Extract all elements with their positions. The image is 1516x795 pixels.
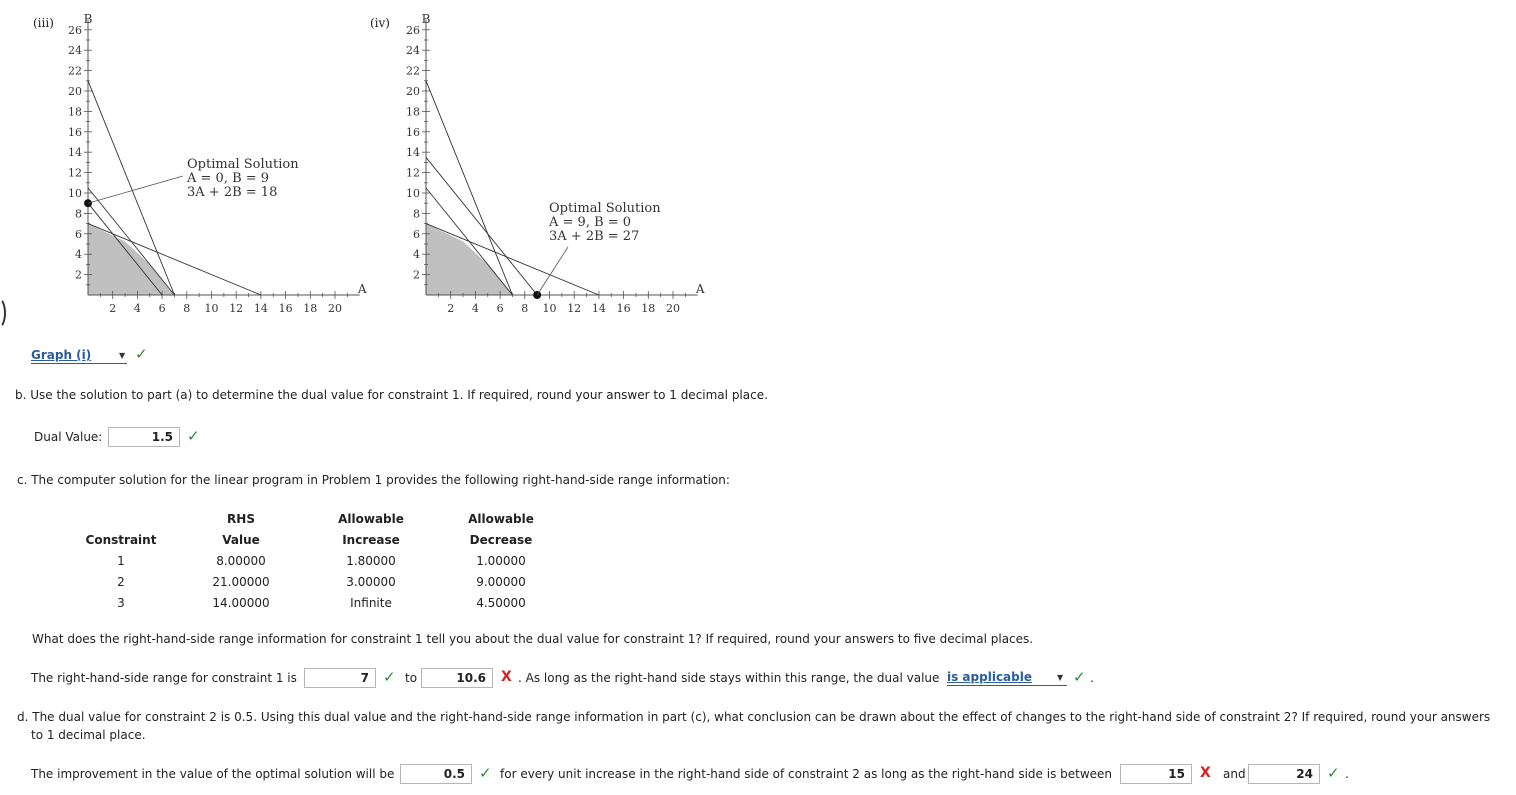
table-cell: 3 (117, 595, 125, 610)
table-header: Allowable (468, 511, 534, 526)
range-suffix-text: . As long as the right-hand side stays within this range, the dual value (518, 671, 940, 685)
graph-iii-label: (iii) (33, 16, 54, 30)
end-period: . (1345, 767, 1349, 781)
y-tick-label: 24 (406, 44, 420, 58)
x-tick-label: 2 (447, 302, 455, 315)
x-tick-label: 8 (183, 302, 191, 315)
check-icon: ✓ (383, 668, 396, 686)
feasible-region (426, 224, 512, 295)
y-tick-label: 24 (68, 44, 82, 58)
y-tick-label: 26 (406, 23, 420, 37)
y-tick-label: 22 (406, 64, 420, 78)
table-row (66, 550, 566, 571)
annotation-text: A = 0, B = 9 (187, 171, 270, 186)
x-tick-label: 18 (303, 302, 318, 315)
range-prefix-text: The right-hand-side range for constraint 1 is (31, 671, 297, 685)
x-tick-label: 8 (521, 302, 529, 315)
y-tick-label: 2 (75, 268, 82, 282)
y-tick-label: 20 (406, 85, 420, 98)
x-tick-label: 10 (542, 302, 557, 315)
table-header: Constraint (85, 532, 157, 547)
range-high-input-2[interactable]: 24 (1248, 764, 1320, 784)
y-tick-label: 22 (68, 64, 82, 78)
table-row (66, 592, 566, 613)
y-tick-label: 12 (68, 166, 82, 180)
x-tick-label: 14 (253, 302, 268, 315)
annotation-text: 3A + 2B = 18 (187, 185, 278, 200)
y-tick-label: 8 (75, 207, 82, 221)
table-header: RHS (227, 511, 255, 526)
cross-icon: X (501, 669, 512, 685)
y-tick-label: 16 (406, 125, 420, 139)
graph-iv-label: (iv) (370, 16, 390, 30)
y-tick-label: 14 (68, 146, 82, 160)
y-tick-label: 16 (68, 125, 82, 139)
y-tick-label: 10 (406, 187, 420, 200)
graph-iv (338, 0, 708, 320)
axis-label-a: A (695, 282, 705, 296)
range-high-input[interactable]: 10.6 (421, 668, 493, 688)
y-tick-label: 18 (406, 105, 420, 119)
annotation-text: Optimal Solution (549, 201, 661, 216)
chevron-down-icon: ▼ (1057, 673, 1064, 682)
table-header: Increase (342, 532, 400, 547)
feasible-region (88, 224, 174, 295)
y-tick-label: 2 (413, 268, 420, 282)
y-tick-label: 6 (413, 227, 420, 241)
table-cell: 1.80000 (346, 553, 396, 568)
axis-label-b: B (421, 12, 431, 26)
part-c-intro: c. The computer solution for the linear program in Problem 1 provides the following right-hand-side range information: (17, 473, 730, 487)
annotation-text: 3A + 2B = 27 (549, 229, 640, 244)
y-tick-label: 6 (75, 227, 82, 241)
table-header: Value (222, 532, 260, 547)
y-tick-label: 20 (68, 85, 82, 98)
table-cell: 21.00000 (212, 574, 270, 589)
y-tick-label: 12 (406, 166, 420, 180)
improve-value-input[interactable]: 0.5 (400, 764, 472, 784)
check-icon: ✓ (1327, 764, 1340, 782)
x-tick-label: 2 (109, 302, 117, 315)
table-cell: 9.00000 (476, 574, 526, 589)
check-icon: ✓ (1073, 668, 1086, 686)
table-cell: 3.00000 (346, 574, 396, 589)
x-tick-label: 20 (328, 302, 342, 315)
range-low-input[interactable]: 7 (304, 668, 376, 688)
table-cell: 4.50000 (476, 595, 526, 610)
table-cell: 2 (117, 574, 125, 589)
and-text: and (1223, 767, 1246, 781)
graph-select-value: Graph (i) (31, 348, 92, 362)
x-tick-label: 14 (591, 302, 606, 315)
y-tick-label: 4 (75, 248, 82, 262)
cross-icon: X (1200, 765, 1211, 781)
x-tick-label: 18 (641, 302, 656, 315)
axis-label-b: B (83, 12, 93, 26)
table-cell: 14.00000 (212, 595, 270, 610)
end-period: . (1090, 671, 1094, 685)
y-tick-label: 26 (68, 23, 82, 37)
check-icon: ✓ (135, 345, 148, 363)
table-header: Allowable (338, 511, 404, 526)
dual-value-input[interactable]: 1.5 (108, 427, 180, 447)
graph-iii (0, 0, 370, 320)
part-d-question: d. The dual value for constraint 2 is 0.5. Using this dual value and the right-hand-side range information in part (c), what conclusion can be drawn about the effect of changes to the right-hand side of constraint 2? If required, round your answers (17, 710, 1491, 724)
y-tick-label: 4 (413, 248, 420, 262)
y-tick-label: 18 (68, 105, 82, 119)
check-icon: ✓ (479, 764, 492, 782)
check-icon: ✓ (187, 427, 200, 445)
table-cell: Infinite (350, 595, 392, 610)
annotation-text: Optimal Solution (187, 157, 299, 172)
x-tick-label: 6 (496, 302, 504, 315)
table-header: Decrease (469, 532, 533, 547)
x-tick-label: 16 (616, 302, 631, 315)
x-tick-label: 12 (567, 302, 582, 315)
annotation-text: A = 9, B = 0 (549, 215, 632, 230)
table-row (66, 571, 566, 592)
range-to-text: to (405, 671, 418, 685)
applicability-value: is applicable (947, 670, 1032, 684)
x-tick-label: 12 (229, 302, 244, 315)
improve-prefix-text: The improvement in the value of the optimal solution will be (31, 767, 395, 781)
table-cell: 8.00000 (216, 553, 266, 568)
y-tick-label: 10 (68, 187, 82, 200)
graph-select-dropdown[interactable] (31, 347, 127, 364)
applicability-dropdown[interactable] (947, 669, 1067, 686)
table-header (66, 508, 176, 529)
x-tick-label: 10 (204, 302, 219, 315)
x-tick-label: 4 (471, 302, 479, 315)
x-tick-label: 6 (158, 302, 166, 315)
x-tick-label: 16 (278, 302, 293, 315)
part-b-question: b. Use the solution to part (a) to determine the dual value for constraint 1. If required, round your answer to 1 decimal place. (15, 388, 768, 402)
improve-middle-text: for every unit increase in the right-hand side of constraint 2 as long as the right-hand side is between (500, 767, 1113, 781)
rhs-range-table (66, 508, 566, 613)
part-c-question: What does the right-hand-side range information for constraint 1 tell you about the dual value for constraint 1? If required, round your answers to five decimal places. (32, 632, 1034, 646)
y-tick-label: 14 (406, 146, 420, 160)
dual-value-label: Dual Value: (34, 430, 103, 444)
table-cell: 1 (117, 553, 125, 568)
part-d-question-cont: to 1 decimal place. (31, 728, 146, 742)
axis-label-a: A (357, 282, 367, 296)
y-tick-label: 8 (413, 207, 420, 221)
range-low-input-2[interactable]: 15 (1120, 764, 1192, 784)
table-cell: 1.00000 (476, 553, 526, 568)
x-tick-label: 20 (666, 302, 680, 315)
chevron-down-icon: ▼ (119, 351, 126, 360)
x-tick-label: 4 (133, 302, 141, 315)
